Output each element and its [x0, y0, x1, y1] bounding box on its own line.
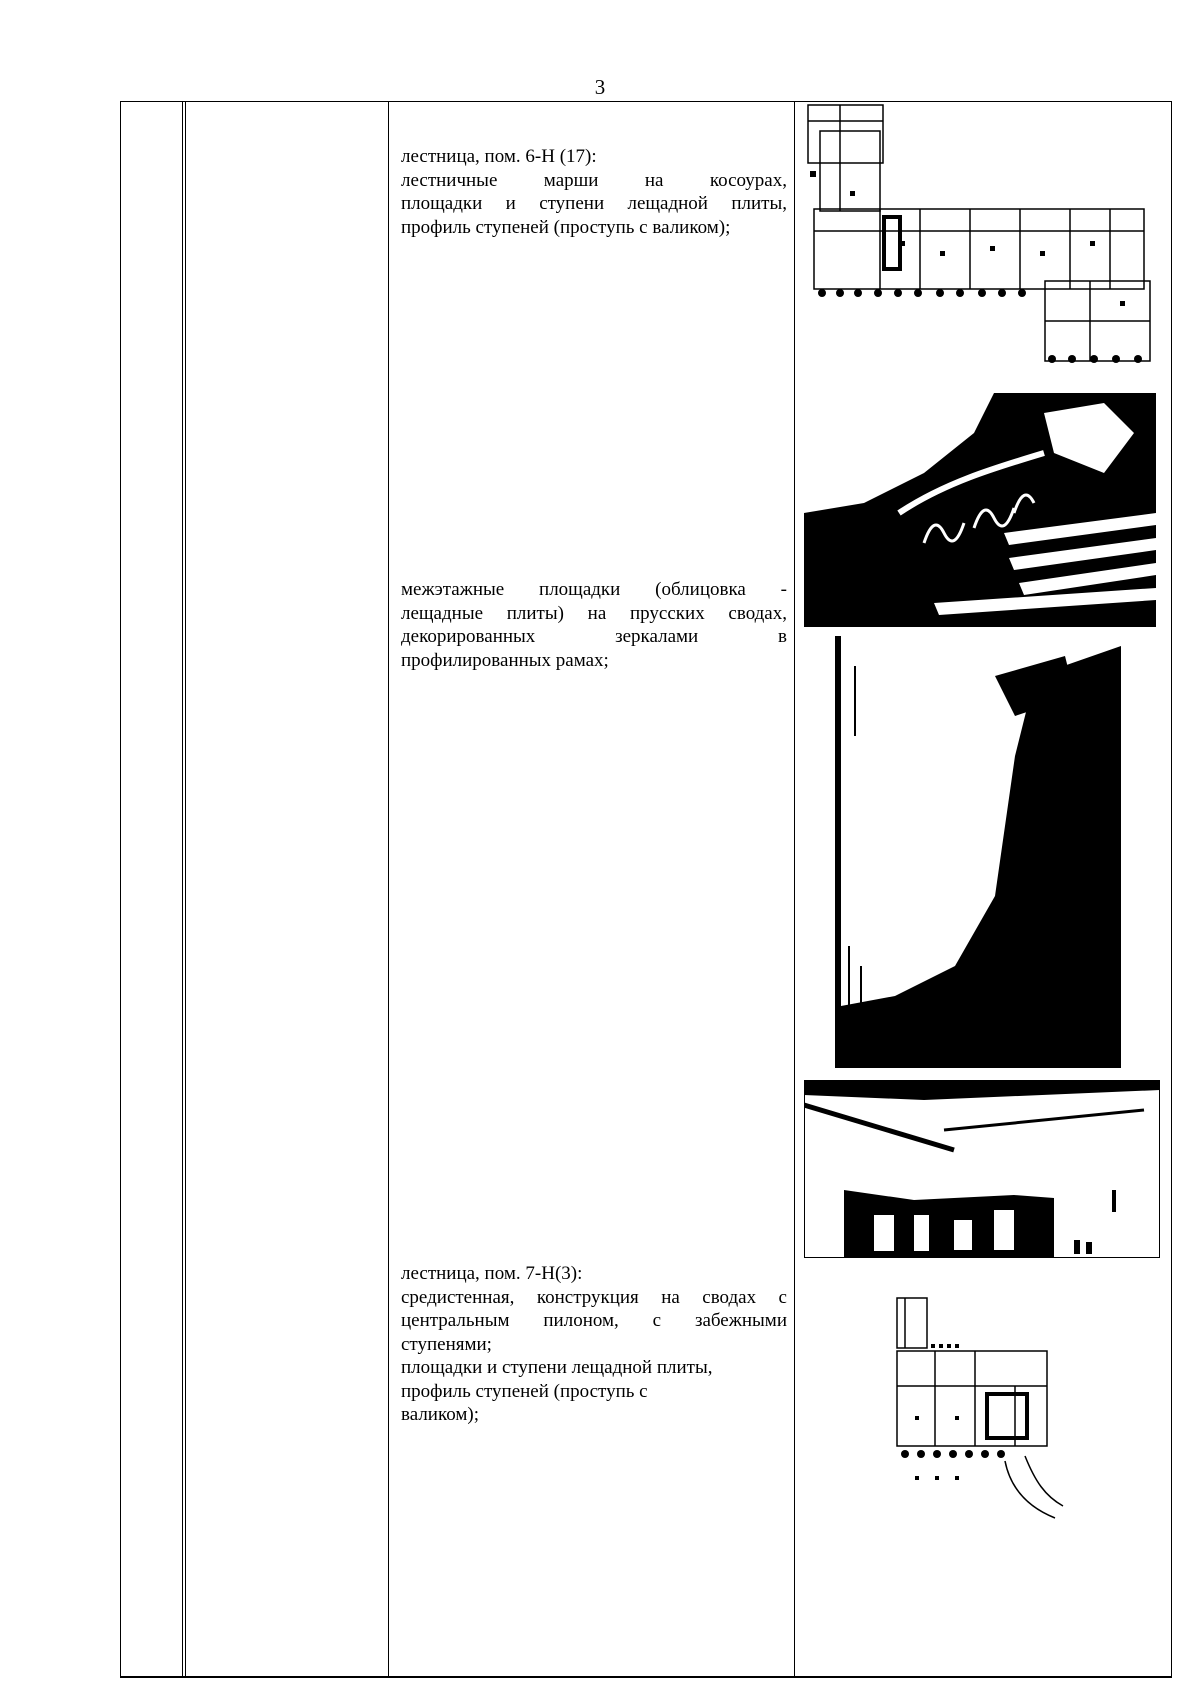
text-line: средистенная, конструкция на сводах с — [401, 1286, 787, 1308]
column-divider — [185, 102, 186, 1676]
column-divider — [182, 102, 183, 1676]
section-title: лестница, пом. 6-Н (17): — [401, 146, 597, 167]
text-line: площадки и ступени лещадной плиты, — [401, 1357, 713, 1378]
text-line: площадки и ступени лещадной плиты, — [401, 193, 787, 214]
text-line: валиком); — [401, 1404, 480, 1425]
column-divider — [794, 102, 795, 1676]
floor-plan-small-image — [885, 1296, 1065, 1521]
staircase-photo — [804, 393, 1156, 627]
text-line: лестничные марши на косоурах, — [401, 169, 787, 191]
landing-vault-photo — [835, 636, 1121, 1068]
text-line: центральным пилоном, с забежными — [401, 1310, 787, 1331]
section-stair-6n — [401, 145, 787, 239]
text-line: профиль ступеней (проступь с — [401, 1380, 648, 1402]
text-line: межэтажные площадки (облицовка - — [401, 579, 787, 600]
text-line: профилированных рамах; — [401, 649, 609, 671]
text-line: декорированных зеркалами в — [401, 626, 787, 647]
page-number: 3 — [594, 75, 606, 99]
ceiling-photo — [804, 1080, 1160, 1258]
section-title: лестница, пом. 7-Н(3): — [401, 1263, 583, 1284]
floor-plan-image — [800, 101, 1160, 366]
text-line: ступенями; — [401, 1333, 492, 1355]
text-line: лещадные плиты) на прусских сводах, — [401, 602, 787, 624]
column-divider — [388, 102, 389, 1676]
text-line: профиль ступеней (проступь с валиком); — [401, 216, 731, 238]
section-stair-7n — [401, 1262, 787, 1427]
section-landings — [401, 578, 787, 672]
